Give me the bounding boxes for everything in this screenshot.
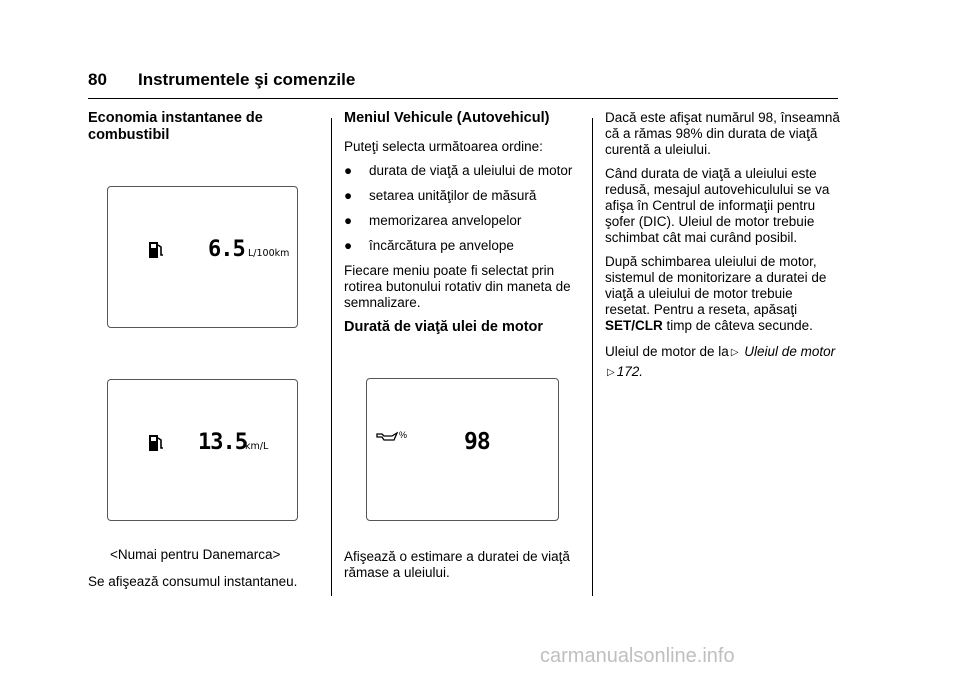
list-item: ● memorizarea anvelopelor — [344, 213, 522, 228]
section-title-fuel-economy: Economia instantanee de combustibil — [88, 110, 263, 143]
fuel-economy-value: 13.5 — [198, 430, 247, 455]
reference-arrow-icon: ▷ — [730, 347, 739, 358]
set-clr-button-label: SET/CLR — [605, 318, 663, 333]
fuel-pump-icon — [148, 432, 164, 452]
bullet-dot: ● — [344, 188, 353, 203]
page-number: 80 — [88, 70, 107, 89]
chapter-title: Instrumentele şi comenzile — [138, 70, 356, 89]
list-item: ● durata de viaţă a uleiului de motor — [344, 163, 573, 178]
instant-consumption-text: Se afişează consumul instantaneu. — [88, 574, 298, 589]
lcd-display-l100km — [107, 186, 298, 328]
watermark: carmanualsonline.info — [540, 645, 735, 667]
lcd-display-oil-life — [366, 378, 559, 521]
middle-column — [344, 110, 579, 348]
denmark-caption: <Numai pentru Danemarca> — [110, 547, 281, 562]
fuel-economy-value: 6.5 — [208, 237, 245, 262]
oil-percent-symbol: % — [399, 430, 408, 440]
bullet-dot: ● — [344, 238, 353, 253]
right-column — [605, 110, 841, 390]
paragraph-reference: Uleiul de motor de la ▷ Uleiul de motor ▷ 172. — [605, 342, 841, 382]
page-reference-link[interactable]: 172 — [616, 364, 640, 379]
reference-arrow-icon: ▷ — [607, 367, 615, 378]
menu-intro: Puteţi selecta următoarea ordine: — [344, 139, 543, 154]
bullet-dot: ● — [344, 163, 353, 178]
lcd-display-kml — [107, 379, 298, 521]
engine-oil-link[interactable]: Uleiul de motor — [744, 344, 836, 359]
bullet-dot: ● — [344, 213, 353, 228]
menu-paragraph: Fiecare meniu poate fi selectat prin rotirea butonului rotativ din maneta de semnalizare. — [344, 263, 571, 310]
section-title-vehicle-menu: Meniul Vehicule (Autovehicul) — [344, 110, 550, 126]
column-divider-1 — [331, 118, 332, 596]
fuel-pump-icon — [148, 239, 164, 259]
oil-can-icon — [376, 431, 398, 443]
list-item: ● setarea unităţilor de măsură — [344, 188, 537, 203]
left-column — [88, 110, 318, 156]
oil-display-caption: Afişează o estimare a duratei de viaţă rămase a uleiului. — [344, 549, 570, 580]
list-item: ● încărcătura pe anvelope — [344, 238, 514, 253]
fuel-economy-unit: km/L — [245, 441, 269, 452]
fuel-economy-unit: L/100km — [248, 248, 290, 259]
paragraph-reset: După schimbarea uleiului de motor, sistemul de monitorizare a duratei de viaţă a uleiului de motor trebuie resetat. Pentru a reseta, apăsaţi SET/CLR timp de câteva secunde. — [605, 254, 827, 333]
column-divider-2 — [592, 118, 593, 596]
paragraph-low-oil: Când durata de viaţă a uleiului este redusă, mesajul autovehiculului se va afişa în Centrul de informaţii pentru şofer (DIC). Uleiul de motor trebuie schimbat cât mai curând posibil. — [605, 166, 830, 245]
oil-life-value: 98 — [464, 429, 490, 455]
header-rule — [88, 98, 838, 99]
section-title-oil-life: Durată de viaţă ulei de motor — [344, 319, 544, 335]
paragraph-98: Dacă este afişat numărul 98, înseamnă că a rămas 98% din durata de viaţă curentă a uleiului. — [605, 110, 840, 157]
page-header — [88, 70, 355, 90]
